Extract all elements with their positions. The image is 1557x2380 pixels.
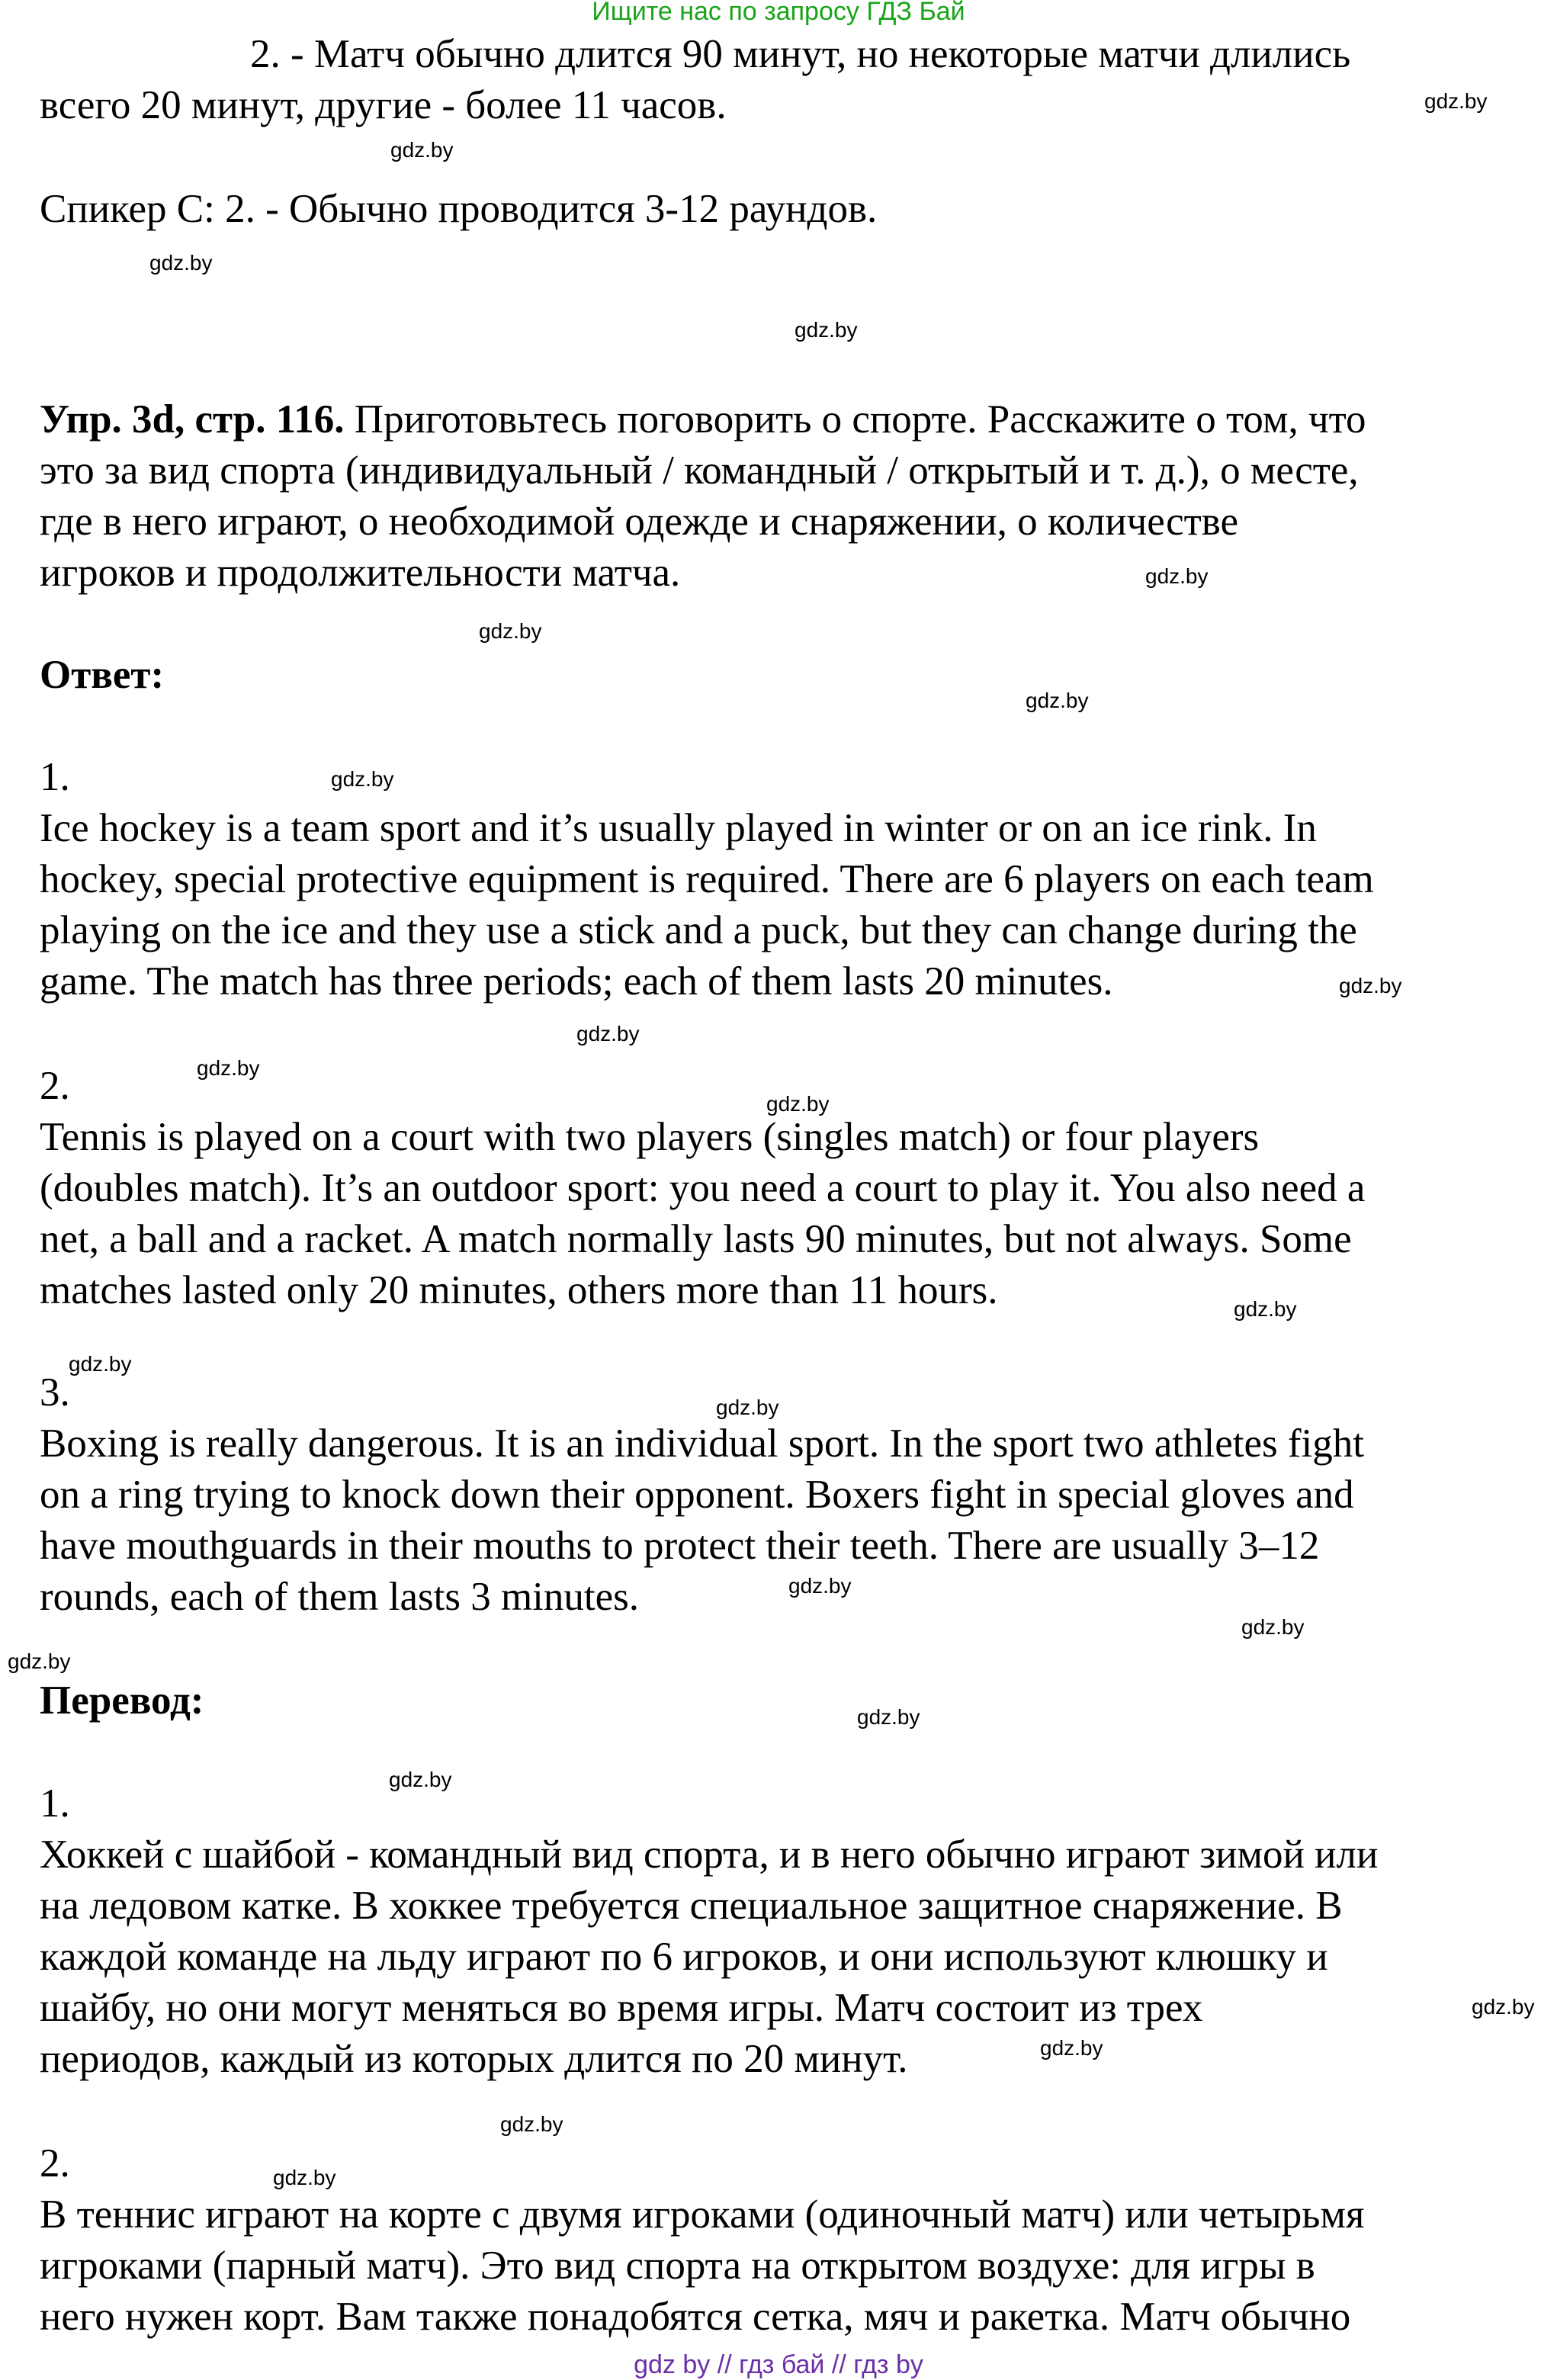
watermark: gdz.by [1339, 974, 1402, 997]
answer-item-1-line: hockey, special protective equipment is required. There are 6 players on each team [40, 857, 1374, 901]
translation-item-1-line: периодов, каждый из которых длится по 20 минут. [40, 2037, 908, 2081]
exercise-line-2: это за вид спорта (индивидуальный / командный / открытый и т. д.), о месте, [40, 448, 1359, 493]
watermark: gdz.by [857, 1705, 920, 1729]
intro-line-1: 2. - Матч обычно длится 90 минут, но некоторые матчи длились [250, 32, 1351, 76]
exercise-line-4: игроков и продолжительности матча. [40, 551, 681, 595]
watermark: gdz.by [500, 2112, 563, 2136]
watermark: gdz.by [69, 1352, 132, 1376]
answer-heading: Ответ: [40, 653, 165, 697]
watermark: gdz.by [1026, 689, 1089, 712]
exercise-label: Упр. 3d, стр. 116. [40, 397, 345, 442]
exercise-text: Приготовьтесь поговорить о спорте. Расскажите о том, что [344, 397, 1366, 442]
answer-item-2-number: 2. [40, 1064, 70, 1108]
watermark: gdz.by [149, 251, 213, 275]
watermark: gdz.by [1145, 564, 1209, 588]
translation-item-1-line: каждой команде на льду играют по 6 игроков, и они используют клюшку и [40, 1935, 1328, 1979]
watermark: gdz.by [1234, 1297, 1297, 1321]
watermark: gdz.by [576, 1022, 640, 1045]
watermark: gdz.by [716, 1396, 779, 1419]
answer-item-2-line: Tennis is played on a court with two players (singles match) or four players [40, 1115, 1260, 1159]
watermark: gdz.by [766, 1092, 830, 1116]
translation-item-1-line: Хоккей с шайбой - командный вид спорта, и в него обычно играют зимой или [40, 1832, 1379, 1877]
watermark: gdz.by [197, 1056, 260, 1080]
watermark: gdz.by [390, 138, 454, 162]
translation-item-2-line: него нужен корт. Вам также понадобятся сетка, мяч и ракетка. Матч обычно [40, 2295, 1351, 2339]
answer-item-3-line: rounds, each of them lasts 3 minutes. [40, 1575, 640, 1619]
watermark: gdz.by [1424, 89, 1488, 113]
answer-item-1-number: 1. [40, 755, 70, 799]
answer-item-3-line: Boxing is really dangerous. It is an individual sport. In the sport two athletes fight [40, 1421, 1364, 1466]
watermark: gdz.by [788, 1574, 852, 1598]
answer-item-3-line: have mouthguards in their mouths to protect their teeth. There are usually 3–12 [40, 1524, 1320, 1568]
watermark: gdz.by [1040, 2036, 1103, 2060]
watermark: gdz.by [795, 318, 858, 342]
watermark: gdz.by [331, 767, 394, 791]
translation-item-1-number: 1. [40, 1781, 70, 1826]
answer-item-2-line: (doubles match). It’s an outdoor sport: you need a court to play it. You also need a [40, 1166, 1366, 1210]
watermark: gdz.by [479, 619, 542, 643]
answer-item-1-line: playing on the ice and they use a stick and a puck, but they can change during the [40, 908, 1357, 952]
answer-item-2-line: matches lasted only 20 minutes, others more than 11 hours. [40, 1268, 998, 1312]
speaker-c-line: Спикер С: 2. - Обычно проводится 3-12 раундов. [40, 187, 878, 231]
footer-links[interactable]: gdz by // гдз бай // гдз by [634, 2350, 923, 2379]
watermark: gdz.by [8, 1649, 71, 1673]
answer-item-1-line: game. The match has three periods; each of them lasts 20 minutes. [40, 959, 1113, 1004]
header-search-link[interactable]: Ищите нас по запросу ГДЗ Бай [592, 0, 965, 26]
watermark: gdz.by [1241, 1615, 1305, 1639]
watermark: gdz.by [1472, 1995, 1535, 2019]
translation-heading: Перевод: [40, 1678, 204, 1723]
watermark: gdz.by [389, 1768, 452, 1791]
answer-item-3-number: 3. [40, 1370, 70, 1415]
intro-line-2: всего 20 минут, другие - более 11 часов. [40, 83, 727, 127]
translation-item-2-line: В теннис играют на корте с двумя игроками (одиночный матч) или четырьмя [40, 2192, 1365, 2237]
answer-item-2-line: net, a ball and a racket. A match normally lasts 90 minutes, but not always. Some [40, 1217, 1352, 1261]
translation-item-1-line: на ледовом катке. В хоккее требуется специальное защитное снаряжение. В [40, 1884, 1343, 1928]
answer-item-1-line: Ice hockey is a team sport and it’s usually played in winter or on an ice rink. In [40, 806, 1317, 850]
translation-item-2-number: 2. [40, 2141, 70, 2186]
answer-item-3-line: on a ring trying to knock down their opponent. Boxers fight in special gloves and [40, 1473, 1354, 1517]
translation-item-2-line: игроками (парный матч). Это вид спорта на открытом воздухе: для игры в [40, 2243, 1315, 2288]
watermark: gdz.by [273, 2166, 336, 2189]
translation-item-1-line: шайбу, но они могут меняться во время игры. Матч состоит из трех [40, 1986, 1203, 2030]
exercise-line-1 [40, 394, 1366, 445]
exercise-line-3: где в него играют, о необходимой одежде и снаряжении, о количестве [40, 499, 1238, 544]
